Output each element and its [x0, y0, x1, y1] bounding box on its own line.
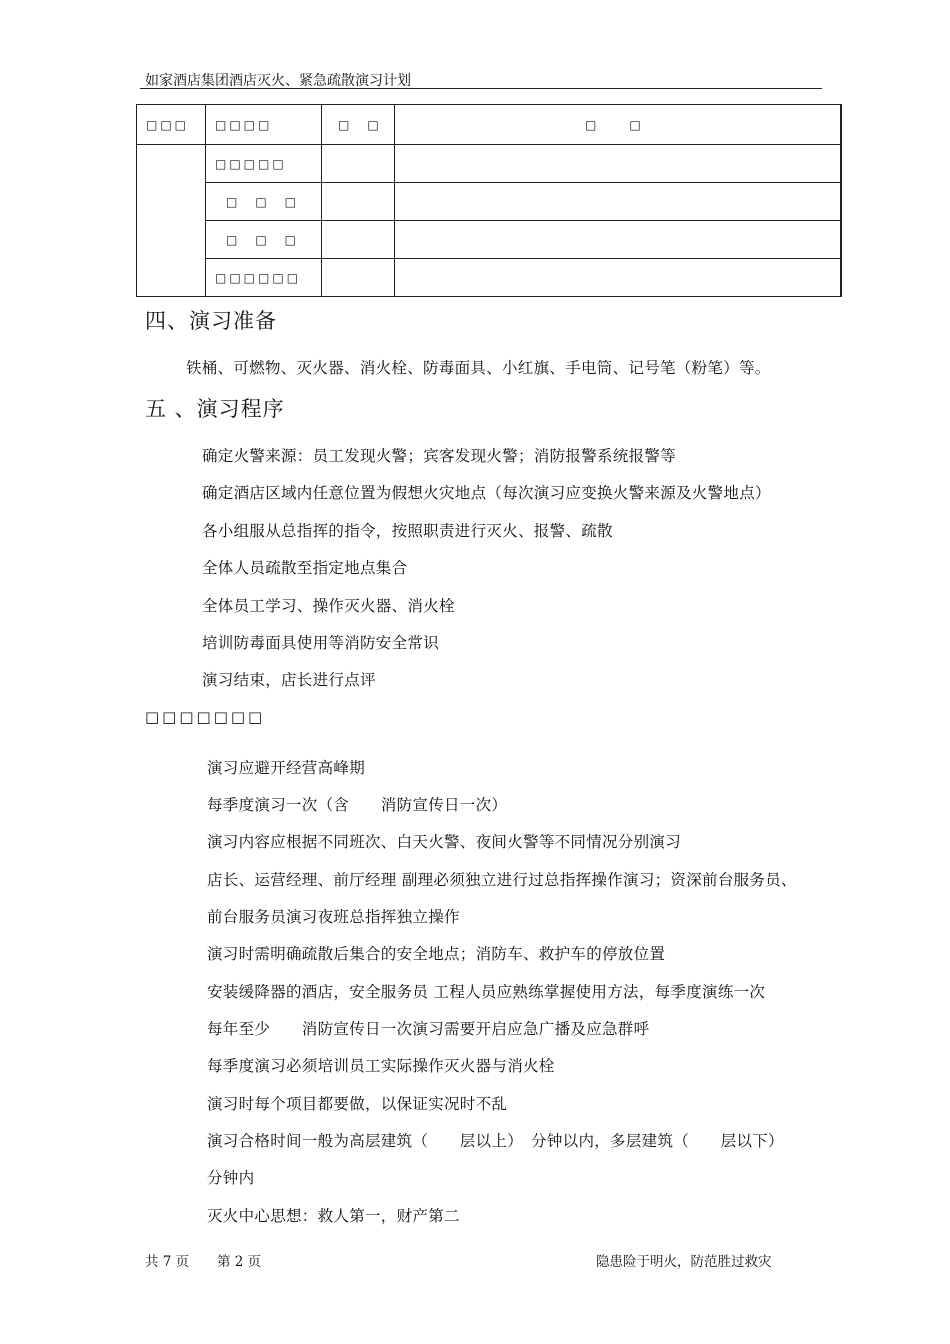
procedure-item: 全体员工学习、操作灭火器、消火栓: [202, 597, 455, 615]
table-cell: [395, 221, 841, 259]
procedure-item: 全体人员疏散至指定地点集合: [202, 559, 408, 577]
table-cell: [322, 145, 395, 183]
table-cell-role: □ □ □: [206, 183, 322, 221]
table-cell-group: [137, 145, 206, 297]
document-header-title: 如家酒店集团酒店灭火、紧急疏散演习计划: [145, 73, 411, 89]
table-row: [137, 145, 841, 183]
table-cell-role: □□□□□□: [206, 259, 322, 297]
table-header-cell: □□□□: [206, 105, 322, 145]
table-cell-role: □ □ □: [206, 221, 322, 259]
procedure-item: 各小组服从总指挥的指令，按照职责进行灭火、报警、疏散: [202, 522, 613, 540]
table-cell-role: □□□□□: [206, 145, 322, 183]
requirement-item: 每季度演习一次（含 消防宣传日一次）: [207, 796, 508, 814]
footer-slogan: 隐患险于明火，防范胜过救灾: [596, 1254, 772, 1270]
section-heading-requirements: □□□□□□□: [145, 708, 266, 726]
drill-staff-table: [136, 104, 842, 297]
requirement-item: 演习时需明确疏散后集合的安全地点；消防车、救护车的停放位置: [207, 945, 666, 963]
table-header-row: [137, 105, 841, 145]
table-cell: [395, 183, 841, 221]
table-header-cell: □□□: [137, 105, 206, 145]
requirement-item: 演习时每个项目都要做，以保证实况时不乱: [207, 1095, 508, 1113]
procedure-item: 确定酒店区域内任意位置为假想火灾地点（每次演习应变换火警来源及火警地点）: [202, 484, 771, 502]
procedure-item: 培训防毒面具使用等消防安全常识: [202, 634, 440, 652]
section-heading-procedure: 五 、演习程序: [145, 397, 285, 421]
footer-page-number: 第 2 页: [217, 1254, 262, 1270]
table-row: [137, 183, 841, 221]
table-header-cell: □ □: [395, 105, 841, 145]
table-cell: [322, 259, 395, 297]
table-cell: [322, 221, 395, 259]
procedure-item: 确定火警来源：员工发现火警；宾客发现火警；消防报警系统报警等: [202, 447, 677, 465]
requirement-item: 演习应避开经营高峰期: [207, 759, 366, 777]
requirement-item: 店长、运营经理、前厅经理 副理必须独立进行过总指挥操作演习；资深前台服务员、: [207, 871, 797, 889]
table-row: [137, 259, 841, 297]
requirement-item: 前台服务员演习夜班总指挥独立操作: [207, 908, 460, 926]
requirement-item: 灭火中心思想：救人第一，财产第二: [207, 1207, 460, 1225]
footer-total-pages: 共 7 页: [145, 1254, 190, 1270]
table-header-cell: □ □: [322, 105, 395, 145]
requirement-item: 分钟内: [207, 1169, 255, 1187]
procedure-item: 演习结束，店长进行点评: [202, 671, 376, 689]
requirement-item: 演习合格时间一般为高层建筑（ 层以上） 分钟以内，多层建筑（ 层以下）: [207, 1132, 784, 1150]
requirement-item: 每年至少 消防宣传日一次演习需要开启应急广播及应急群呼: [207, 1020, 650, 1038]
section-heading-preparation: 四、演习准备: [145, 309, 277, 333]
table-row: [137, 221, 841, 259]
requirement-item: 演习内容应根据不同班次、白天火警、夜间火警等不同情况分别演习: [207, 833, 682, 851]
table-cell: [395, 145, 841, 183]
table-cell: [322, 183, 395, 221]
preparation-text: 铁桶、可燃物、灭火器、消火栓、防毒面具、小红旗、手电筒、记号笔（粉笔）等。: [186, 359, 771, 377]
requirement-item: 每季度演习必须培训员工实际操作灭火器与消火栓: [207, 1057, 555, 1075]
header-rule: [140, 88, 822, 89]
table-cell: [395, 259, 841, 297]
requirement-item: 安装缓降器的酒店，安全服务员 工程人员应熟练掌握使用方法，每季度演练一次: [207, 983, 766, 1001]
